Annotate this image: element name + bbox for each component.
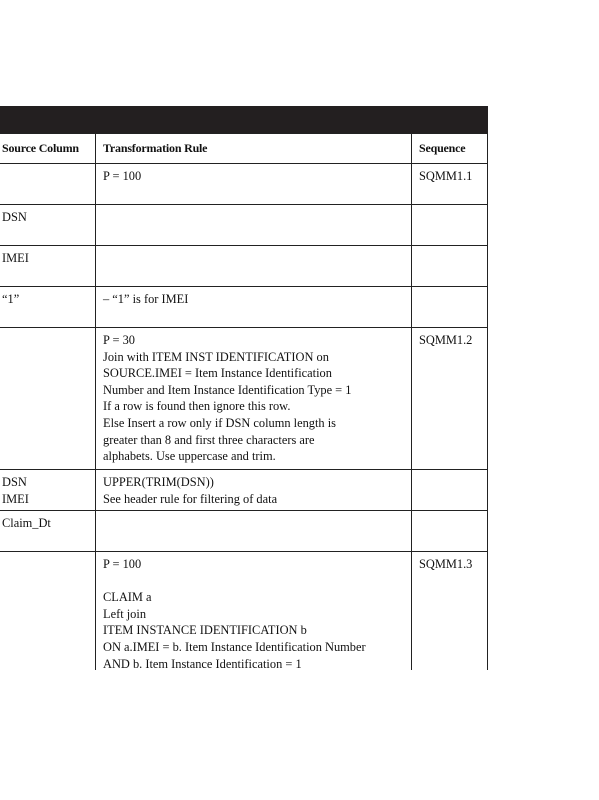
sequence-text <box>412 246 487 250</box>
sequence-text: SQMM1.2 <box>419 333 473 347</box>
rule-cell <box>96 328 412 470</box>
source-cell <box>0 470 96 511</box>
source-cell <box>0 205 96 246</box>
sequence-cell <box>412 246 488 287</box>
source-text <box>0 552 95 556</box>
rule-cell <box>96 205 412 246</box>
source-text: “1” <box>2 292 20 306</box>
rule-cell <box>96 287 412 328</box>
source-cell <box>0 164 96 205</box>
rule-text: UPPER(TRIM(DSN)) See header rule for filtering of data <box>103 475 278 506</box>
header-source-column: Source Column <box>0 134 96 164</box>
sequence-cell <box>412 164 488 205</box>
sequence-cell <box>412 328 488 470</box>
source-cell <box>0 328 96 470</box>
rule-text: P = 100 CLAIM a Left join ITEM INSTANCE IDENTIFICATION b ON a.IMEI = b. Item Instance Identification Number AND b. Item Instance Identification = 1 <box>103 557 366 670</box>
source-text: DSN <box>2 210 27 224</box>
sequence-cell <box>412 287 488 328</box>
rule-cell <box>96 164 412 205</box>
rule-text: P = 100 <box>103 169 142 183</box>
sequence-text <box>412 205 487 209</box>
rule-cell <box>96 470 412 511</box>
sequence-text <box>412 511 487 515</box>
rule-cell <box>96 246 412 287</box>
table-row <box>0 552 488 671</box>
rule-text <box>96 511 411 515</box>
sequence-cell <box>412 552 488 671</box>
source-cell <box>0 552 96 671</box>
sequence-text <box>412 287 487 291</box>
source-text <box>0 328 95 332</box>
rule-text <box>96 205 411 209</box>
mapping-table <box>0 133 488 670</box>
sequence-text: SQMM1.3 <box>419 557 473 571</box>
table-row <box>0 328 488 470</box>
table-header-bar <box>0 106 488 133</box>
table-row <box>0 205 488 246</box>
source-text: Claim_Dt <box>2 516 51 530</box>
source-cell <box>0 246 96 287</box>
source-text: IMEI <box>2 251 29 265</box>
header-sequence: Sequence <box>412 134 488 164</box>
source-cell <box>0 287 96 328</box>
header-transformation-rule: Transformation Rule <box>96 134 412 164</box>
sequence-cell <box>412 511 488 552</box>
source-cell <box>0 511 96 552</box>
table-row <box>0 246 488 287</box>
rule-text: P = 30 Join with ITEM INST IDENTIFICATION on SOURCE.IMEI = Item Instance Identification Number and Item Instance Identification Type = 1 If a row is found then ignore this row. Else Insert a row only if DSN column length is greater than 8 and first three characters are alphabets. Use uppercase and trim. <box>103 333 352 464</box>
table-row <box>0 470 488 511</box>
rule-cell <box>96 511 412 552</box>
rule-text <box>96 246 411 250</box>
sequence-text: SQMM1.1 <box>419 169 473 183</box>
rule-text: – “1” is for IMEI <box>103 292 189 306</box>
source-text: DSN IMEI <box>2 475 29 506</box>
rule-cell <box>96 552 412 671</box>
sequence-text <box>412 470 487 474</box>
table-header-row <box>0 134 488 164</box>
sequence-cell <box>412 470 488 511</box>
sequence-cell <box>412 205 488 246</box>
source-text <box>0 164 95 168</box>
table-row <box>0 287 488 328</box>
table-row <box>0 164 488 205</box>
table-row <box>0 511 488 552</box>
